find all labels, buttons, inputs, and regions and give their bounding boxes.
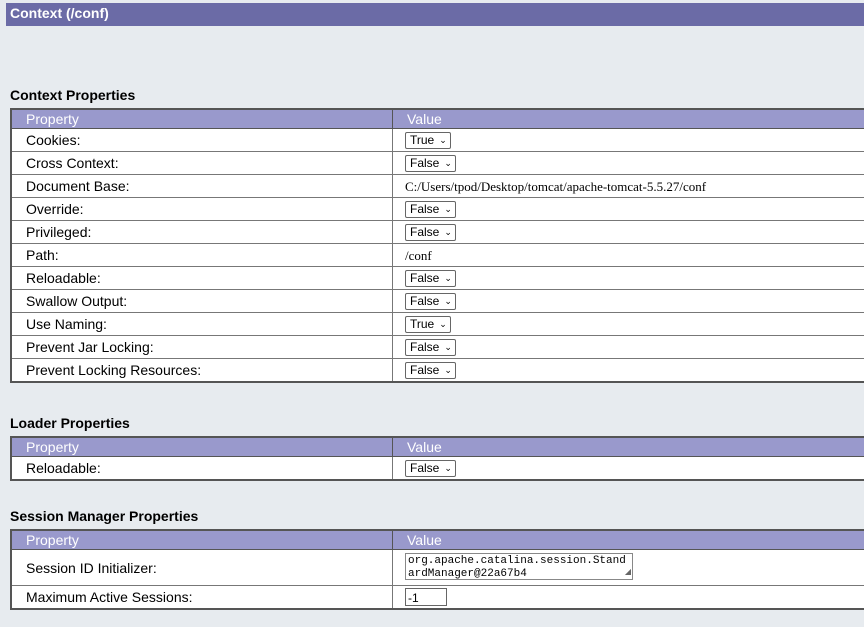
- chevron-down-icon: ⌄: [444, 158, 452, 168]
- override-select[interactable]: False ⌄: [405, 201, 456, 218]
- reloadable-select[interactable]: False ⌄: [405, 270, 456, 287]
- table-row: [11, 267, 864, 290]
- table-row: [11, 313, 864, 336]
- path-value: /conf: [405, 247, 432, 263]
- table-row: [11, 152, 864, 175]
- cookies-select[interactable]: True ⌄: [405, 132, 451, 149]
- document-base-value: C:/Users/tpod/Desktop/tomcat/apache-tomcat-5.5.27/conf: [405, 178, 707, 194]
- table-row: [11, 550, 864, 586]
- col-property-header: Property: [11, 530, 393, 550]
- loader-properties-table: [10, 436, 864, 481]
- use-naming-label: Use Naming:: [11, 313, 393, 336]
- cross-context-label: Cross Context:: [11, 152, 393, 175]
- prevent-locking-resources-label: Prevent Locking Resources:: [11, 359, 393, 383]
- context-properties-table: [10, 108, 864, 383]
- table-row: [11, 336, 864, 359]
- chevron-down-icon: ⌄: [444, 296, 452, 306]
- context-properties-heading: Context Properties: [10, 87, 136, 103]
- session-manager-properties-heading: Session Manager Properties: [10, 508, 199, 524]
- loader-reloadable-label: Reloadable:: [11, 457, 393, 481]
- page-title: Context (/conf): [6, 3, 864, 26]
- session-manager-properties-table: [10, 529, 864, 610]
- maximum-active-sessions-input[interactable]: -1: [405, 588, 447, 606]
- table-row: [11, 457, 864, 481]
- prevent-jar-locking-label: Prevent Jar Locking:: [11, 336, 393, 359]
- swallow-output-select[interactable]: False ⌄: [405, 293, 456, 310]
- use-naming-select[interactable]: True ⌄: [405, 316, 451, 333]
- table-row: [11, 175, 864, 198]
- swallow-output-label: Swallow Output:: [11, 290, 393, 313]
- chevron-down-icon: ⌄: [439, 135, 447, 145]
- prevent-locking-resources-select[interactable]: False ⌄: [405, 362, 456, 379]
- override-label: Override:: [11, 198, 393, 221]
- path-label: Path:: [11, 244, 393, 267]
- privileged-label: Privileged:: [11, 221, 393, 244]
- col-value-header: Value: [393, 530, 864, 550]
- chevron-down-icon: ⌄: [444, 204, 452, 214]
- loader-properties-heading: Loader Properties: [10, 415, 130, 431]
- table-row: [11, 586, 864, 610]
- chevron-down-icon: ⌄: [444, 365, 452, 375]
- table-row: [11, 198, 864, 221]
- chevron-down-icon: ⌄: [444, 463, 452, 473]
- chevron-down-icon: ⌄: [444, 227, 452, 237]
- loader-reloadable-select[interactable]: False ⌄: [405, 460, 456, 477]
- table-row: [11, 359, 864, 383]
- col-value-header: Value: [393, 437, 864, 457]
- col-value-header: Value: [393, 109, 864, 129]
- table-row: [11, 221, 864, 244]
- table-row: [11, 129, 864, 152]
- col-property-header: Property: [11, 109, 393, 129]
- reloadable-label: Reloadable:: [11, 267, 393, 290]
- cross-context-select[interactable]: False ⌄: [405, 155, 456, 172]
- chevron-down-icon: ⌄: [444, 273, 452, 283]
- document-base-label: Document Base:: [11, 175, 393, 198]
- col-property-header: Property: [11, 437, 393, 457]
- chevron-down-icon: ⌄: [439, 319, 447, 329]
- chevron-down-icon: ⌄: [444, 342, 452, 352]
- resize-grip-icon[interactable]: ◢: [624, 567, 631, 577]
- prevent-jar-locking-select[interactable]: False ⌄: [405, 339, 456, 356]
- table-row: [11, 290, 864, 313]
- maximum-active-sessions-label: Maximum Active Sessions:: [11, 586, 393, 610]
- table-row: [11, 244, 864, 267]
- privileged-select[interactable]: False ⌄: [405, 224, 456, 241]
- session-id-initializer-textarea[interactable]: org.apache.catalina.session.StandardManager@22a67b4 ◢: [405, 553, 633, 580]
- session-id-initializer-label: Session ID Initializer:: [11, 550, 393, 586]
- cookies-label: Cookies:: [11, 129, 393, 152]
